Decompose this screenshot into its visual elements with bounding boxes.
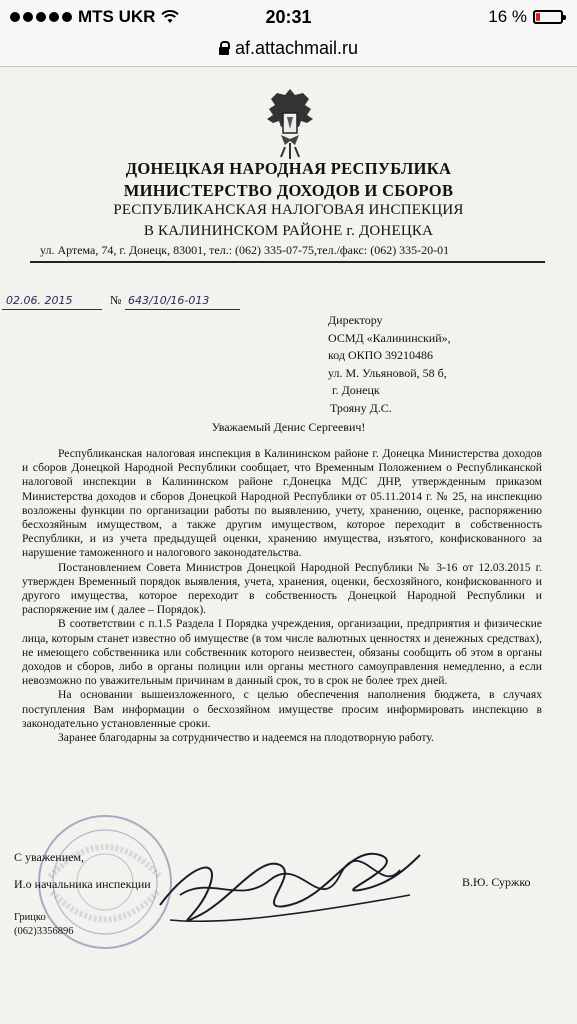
recipient-line: код ОКПО 39210486 — [328, 348, 433, 362]
recipient-line: Трояну Д.С. — [330, 400, 392, 415]
letter-document — [0, 67, 577, 1024]
executor-phone: (062)3356896 — [14, 926, 74, 937]
executor-name: Грицко — [14, 912, 46, 923]
battery-icon — [533, 10, 563, 24]
signer-name: В.Ю. Суржко — [462, 875, 531, 889]
paragraph: В соответствии с п.1.5 Раздела I Порядка учреждения, организации, предприятия и физические лица, которым станет известно об имуществе (в том числе валютных ценностях и денежных средствах), не имеющего собственника или собственник которого неизвестен, обязаны сообщить об этом в органы доходов и сборов, либо в органы полиции или органы местного самоуправления немедленно, а если невозможно по уважительным причинам в данный срок, то в срок не более трех дней. — [22, 617, 542, 688]
header-district: В КАЛИНИНСКОМ РАЙОНЕ г. ДОНЕЦКА — [143, 223, 434, 239]
coat-of-arms-icon — [263, 85, 317, 161]
date-underline — [2, 309, 102, 310]
status-bar — [0, 0, 577, 36]
address-bar[interactable] — [0, 36, 577, 67]
header-ministry: МИНИСТЕРСТВО ДОХОДОВ И СБОРОВ — [123, 181, 454, 200]
battery-percent: 16 % — [488, 7, 527, 26]
paragraph: Заранее благодарны за сотрудничество и надеемся на плодотворную работу. — [58, 731, 434, 745]
header-republic: ДОНЕЦКАЯ НАРОДНАЯ РЕСПУБЛИКА — [125, 159, 452, 178]
number-underline — [125, 309, 240, 310]
header-address: ул. Артема, 74, г. Донецк, 83001, тел.: (062) 335-07-75,тел./факс: (062) 335-20-01 — [40, 243, 450, 257]
paragraph: Республиканская налоговая инспекция в Калининском районе г. Донецка Министерства доходов и сборов Донецкой Народной Республики сообщает, что Временным Положением о Республиканской налоговой инспекции в Калининском районе г.Донецка МДС ДНР, утвержденным приказом Министерства доходов и сборов Донецкой Народной Республики от 05.11.2014 г. № 25, на инспекцию возложены функции по организации работы по выявлению, учету, хранению, оценке, распоряжению бесхозяйным имуществом, а также другим имуществом, которое переходит в собственность Республики, и из учета предыдущей оценки, хранению имущества, изъятого, конфискованного за нарушение таможенного и налогового законодательства. — [22, 447, 542, 560]
lock-icon — [219, 47, 229, 55]
recipient-line: Директору — [328, 313, 383, 327]
battery-group — [488, 7, 563, 27]
closing-phrase: С уважением, — [14, 850, 85, 864]
header-divider — [30, 261, 545, 263]
signer-title: И.о начальника инспекции — [14, 877, 151, 891]
recipient-line: ул. М. Ульяновой, 58 б, — [328, 365, 447, 380]
paragraph: Постановлением Совета Министров Донецкой Народной Республики № 3-16 от 12.03.2015 г. утвержден Временный порядок выявления, учета, хранения, оценки, бесхозяйного, конфискованного и другого имущества, которое переходит в собственность Донецкой Народной Республики и распоряжение им ( далее – Порядок). — [22, 560, 542, 617]
recipient-line: г. Донецк — [332, 383, 380, 397]
header-inspection: РЕСПУБЛИКАНСКАЯ НАЛОГОВАЯ ИНСПЕКЦИЯ — [113, 202, 464, 218]
carrier-name: MTS UKR — [78, 7, 156, 26]
handwritten-signature — [150, 835, 430, 935]
letter-body — [22, 447, 542, 745]
paragraph: На основании вышеизложенного, с целью обеспечения наполнения бюджета, в случаях поступления Вам информации о бесхозяйном имуществе просим информировать инспекцию в законодательно установленные сроки. — [22, 688, 542, 730]
letter-date: 02.06. 2015 — [6, 294, 73, 307]
recipient-line: ОСМД «Калининский», — [328, 330, 451, 345]
url-text[interactable]: af.attachmail.ru — [234, 38, 359, 58]
recipient-block — [328, 312, 451, 417]
number-label: № — [110, 293, 122, 307]
greeting: Уважаемый Денис Сергеевич! — [211, 420, 366, 434]
battery-fill — [536, 13, 540, 21]
clock: 20:31 — [265, 7, 312, 27]
letter-number: 643/10/16-013 — [128, 294, 210, 307]
